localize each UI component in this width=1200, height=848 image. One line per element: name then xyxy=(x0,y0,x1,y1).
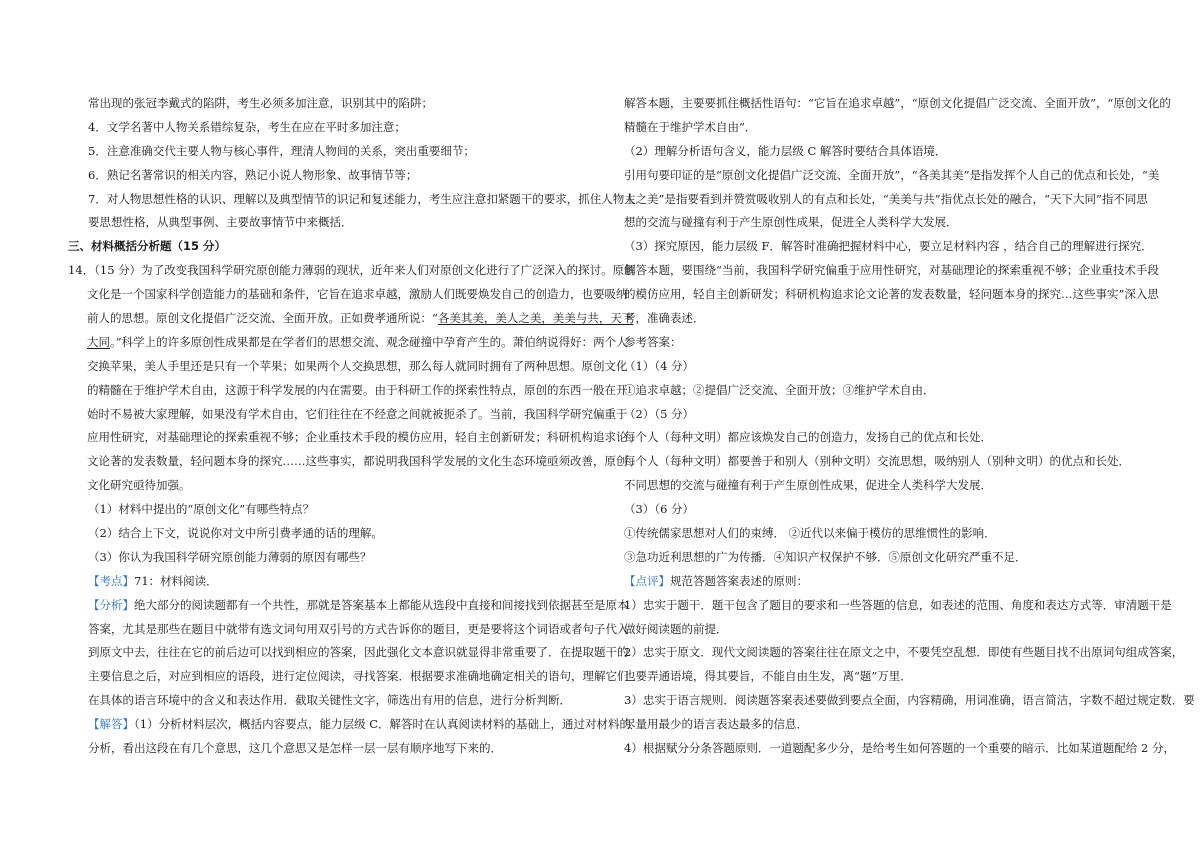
right-line xyxy=(624,307,1132,331)
line-text: 2）忠实于原文．现代文阅读题的答案往往在原文之中，不要凭空乱想．即使有些题目找不出原词句组成答案， xyxy=(624,645,1184,660)
right-line xyxy=(624,546,1132,570)
line-text: 引用句要印证的是“原创文化提倡广泛交流、全面开放”，“各美其美”是指发挥个人自己的优点和长处，“美 xyxy=(624,167,1160,182)
left-line xyxy=(68,641,629,665)
line-text: 前人的思想。原创文化提倡广泛交流、全面开放。正如费孝通所说：“ xyxy=(87,311,438,326)
right-line xyxy=(624,713,1132,737)
section-tag: 【考点】 xyxy=(88,573,134,588)
section-tag: 【分析】 xyxy=(88,597,134,612)
line-text: 3）忠实于语言规则．阅读题答案表述要做到要点全面，内容精确，用词准确，语言简洁，字数不超过规定数．要 xyxy=(624,693,1195,708)
line-text: 4．文学名著中人物关系错综复杂，考生在应在平时多加注意； xyxy=(88,119,406,134)
line-text: 主要信息之后，对应到相应的语段，进行定位阅读，寻找答案．根据要求准确地确定相关的语句，理解它们 xyxy=(88,669,629,684)
line-text: 做好阅读题的前提． xyxy=(624,621,728,636)
underlined-quote: 大同 xyxy=(87,334,110,349)
right-line xyxy=(624,140,1132,164)
line-text: （1）材料中提出的“原创文化”有哪些特点？ xyxy=(88,502,315,517)
line-text: （2）（5 分） xyxy=(624,406,695,421)
line-text: 也要弄通语境，得其要旨，不能自由生发，离“题”万里． xyxy=(624,669,912,684)
left-line xyxy=(68,594,629,618)
line-text: ①追求卓越；②提倡广泛交流、全面开放；③维护学术自由． xyxy=(624,382,935,397)
line-text: 考，准确表述． xyxy=(624,311,705,326)
left-line xyxy=(68,713,632,737)
right-line xyxy=(624,522,1132,546)
right-line xyxy=(624,235,1153,259)
right-line xyxy=(624,641,1184,665)
left-line xyxy=(68,737,596,761)
left-line xyxy=(68,188,636,212)
line-text: （3）探究原因，能力层级 F．解答时准确把握材料中心，要立足材料内容 ，结合自己的理解进行探究． xyxy=(624,239,1153,254)
left-line xyxy=(68,92,596,116)
left-line xyxy=(68,307,634,331)
left-line xyxy=(68,570,596,594)
line-text: 规范答题答案表述的原则： xyxy=(670,573,808,588)
left-line xyxy=(68,426,628,450)
line-text: 常出现的张冠李戴式的陷阱，考生必须多加注意，识别其中的陷阱； xyxy=(88,96,433,110)
right-line xyxy=(624,92,1171,116)
left-line xyxy=(68,331,628,355)
right-line xyxy=(624,594,1172,618)
left-line xyxy=(68,211,596,235)
section-tag: 【解答】 xyxy=(88,717,134,732)
right-column xyxy=(624,92,1195,761)
right-line xyxy=(624,474,1132,498)
left-line xyxy=(68,355,628,379)
line-text: （1）（4 分） xyxy=(624,358,695,373)
line-text: 7．对人物思想性格的认识、理解以及典型情节的识记和复述能力，考生应注意扣紧题干的要求，抓住人物主 xyxy=(88,191,636,206)
line-text: 始时不易被大家理解，如果没有学术自由，它们往往在不经意之间就被扼杀了。当前，我国科学研究偏重于 xyxy=(87,406,628,421)
right-line xyxy=(624,259,1159,283)
line-text: 的精髓在于维护学术自由，这源于科学发展的内在需要。由于科研工作的探索性特点，原创的东西一般在开 xyxy=(87,382,628,397)
line-text: 。”科学上的许多原创性成果都是在学者们的思想交流、观念碰撞中孕育产生的。萧伯纳说得好：两个人 xyxy=(110,334,628,349)
line-text: 文论著的发表数量，轻问题本身的探究……这些事实，都说明我国科学发展的文化生态环境亟须改善，原创 xyxy=(87,454,628,469)
line-text: 精髓在于维护学术自由”． xyxy=(624,119,757,134)
right-line xyxy=(624,188,1148,212)
right-line xyxy=(624,379,1132,403)
line-text: 交换苹果，美人手里还是只有一个苹果；如果两个人交换思想，那么每人就同时拥有了两种思想。原创文化 xyxy=(87,358,628,373)
left-line xyxy=(68,140,596,164)
line-text: 解答本题，要围绕“当前，我国科学研究偏重于应用性研究，对基础理论的探索重视不够；企业重技术手段 xyxy=(624,263,1159,278)
line-text: 三、材料概括分析题（15 分） xyxy=(68,239,227,254)
line-text: 1）忠实于题干．题干包含了题目的要求和一些答题的信息，如表述的范围、角度和表达方式等．审清题干是 xyxy=(624,597,1172,612)
left-line xyxy=(68,116,596,140)
right-line xyxy=(624,164,1160,188)
left-line xyxy=(68,689,596,713)
line-text: （2）结合上下文，说说你对文中所引费孝通的话的理解。 xyxy=(88,526,383,541)
left-line xyxy=(68,474,596,498)
line-text: 每个人（每种文明）都要善于和别人（别种文明）交流思想，吸纳别人（别种文明）的优点和长处． xyxy=(624,454,1130,469)
left-line xyxy=(68,498,596,522)
right-line xyxy=(624,498,1132,522)
line-text: ①传统儒家思想对人们的束缚． ②近代以来偏于模仿的思维惯性的影响． xyxy=(624,526,996,541)
line-text: （1）分析材料层次，概括内容要点，能力层级 C．解答时在认真阅读材料的基础上，通过对材料的 xyxy=(134,717,632,732)
line-text: 应用性研究，对基础理论的探索重视不够；企业重技术手段的模仿应用，轻自主创新研发；科研机构追求论 xyxy=(87,430,628,445)
right-line xyxy=(624,426,1132,450)
left-line xyxy=(68,618,629,642)
right-line xyxy=(624,618,1132,642)
right-line xyxy=(624,211,1132,235)
line-text: 每个人（每种文明）都应该焕发自己的创造力，发扬自己的优点和长处． xyxy=(624,430,992,445)
underlined-quote: 各美其美，美人之美，美美与共，天下 xyxy=(437,311,634,326)
line-text: （3）（6 分） xyxy=(624,502,695,517)
left-line xyxy=(68,283,628,307)
line-text: 文化是一个国家科学创造能力的基础和条件，它旨在追求卓越，激励人们既要焕发自己的创造力，也要吸纳 xyxy=(87,287,628,302)
line-text: 4）根据赋分分条答题原则．一道题配多少分，是给考生如何答题的一个重要的暗示．比如某道题配给 2 分， xyxy=(624,741,1175,756)
line-text: 到原文中去，往往在它的前后边可以找到相应的答案，因此强化文本意识就显得非常重要了．在提取题干的 xyxy=(88,645,629,660)
line-text: 在具体的语言环境中的含义和表达作用．截取关键性文字，筛选出有用的信息，进行分析判断． xyxy=(88,693,571,708)
line-text: 解答本题，主要要抓住概括性语句：“它旨在追求卓越”，“原创文化提倡广泛交流、全面开放”，“原创文化的 xyxy=(624,96,1171,110)
line-text: ③急功近利思想的广为传播．④知识产权保护不够．⑤原创文化研究严重不足． xyxy=(624,549,1027,564)
line-text: 14．（15 分）为了改变我国科学研究原创能力薄弱的现状，近年来人们对原创文化进行了广泛深入的探讨。原创 xyxy=(68,263,636,278)
line-text: 文化研究亟待加强。 xyxy=(87,478,191,493)
line-text: 答案，尤其是那些在题目中就带有选文词句用双引号的方式告诉你的题目，更是要将这个词语或者句子代入 xyxy=(88,621,629,636)
line-text: 5．注意准确交代主要人物与核心事件，理清人物间的关系，突出重要细节； xyxy=(88,143,475,158)
line-text: 6．熟记名著常识的相关内容，熟记小说人物形象、故事情节等； xyxy=(88,167,418,182)
left-line xyxy=(68,164,596,188)
line-text: （3）你认为我国科学研究原创能力薄弱的原因有哪些？ xyxy=(88,549,372,564)
line-text: （2）理解分析语句含义，能力层级 C 解答时要结合具体语境． xyxy=(624,143,947,158)
left-line xyxy=(68,235,596,259)
left-line xyxy=(68,379,628,403)
right-line xyxy=(624,116,1132,140)
line-text: 71：材料阅读． xyxy=(134,573,218,588)
line-text: 参考答案： xyxy=(624,334,682,349)
right-line xyxy=(624,403,1132,427)
left-line xyxy=(68,546,596,570)
line-text: 想的交流与碰撞有利于产生原创性成果，促进全人类科学大发展． xyxy=(624,215,958,230)
left-line xyxy=(68,665,629,689)
left-line xyxy=(68,259,636,283)
left-column xyxy=(68,92,636,761)
left-line xyxy=(68,403,628,427)
right-line xyxy=(624,450,1132,474)
right-line xyxy=(624,570,1132,594)
line-text: 人之美”是指要看到并赞赏吸收别人的有点和长处，“美美与共”指优点长处的融合，“天下大同”指不同思 xyxy=(624,191,1148,206)
right-line xyxy=(624,283,1159,307)
right-line xyxy=(624,737,1175,761)
line-text: 的模仿应用，轻自主创新研发；科研机构追求论文论著的发表数量，轻问题本身的探究…这些事实”深入思 xyxy=(624,287,1159,302)
right-line xyxy=(624,331,1132,355)
left-line xyxy=(68,450,628,474)
line-text: 分析，看出这段在有几个意思，这几个意思又是怎样一层一层有顺序地写下来的． xyxy=(88,741,502,756)
right-line xyxy=(624,665,1132,689)
right-line xyxy=(624,355,1132,379)
line-text: 绝大部分的阅读题都有一个共性，那就是答案基本上都能从选段中直接和间接找到依据甚至是原本 xyxy=(134,597,629,612)
left-line xyxy=(68,522,596,546)
section-tag: 【点评】 xyxy=(624,573,670,588)
line-text: 要思想性格，从典型事例、主要故事情节中来概括． xyxy=(88,215,353,230)
right-line xyxy=(624,689,1195,713)
line-text: 不同思想的交流与碰撞有利于产生原创性成果，促进全人类科学大发展． xyxy=(624,478,992,493)
line-text: 尽量用最少的语言表达最多的信息． xyxy=(624,717,808,732)
